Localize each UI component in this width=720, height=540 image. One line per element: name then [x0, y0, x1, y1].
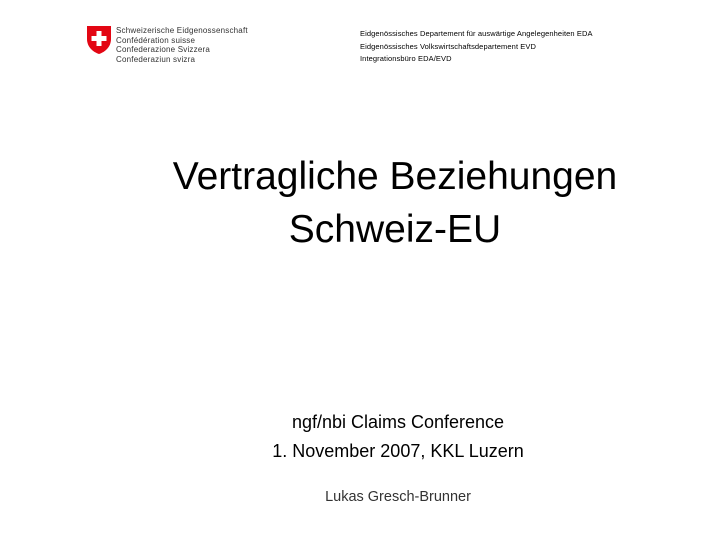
- slide-title: [0, 150, 720, 256]
- department-evd: Eidgenössisches Volkswirtschaftsdepartement EVD: [360, 41, 537, 51]
- federal-name-rm: Confederaziun svizra: [116, 54, 196, 64]
- slide-title-line-1: Vertragliche Beziehungen: [172, 155, 618, 198]
- slide-title-line-2: Schweiz-EU: [288, 208, 502, 251]
- federal-name-it: Confederazione Svizzera: [116, 45, 210, 54]
- department-eda: Eidgenössisches Departement für auswärtige Angelegenheiten EDA: [360, 29, 593, 38]
- swiss-cross-icon: [84, 25, 114, 55]
- presenter-name: Lukas Gresch-Brunner: [325, 489, 471, 505]
- department-integration-office: Integrationsbüro EDA/EVD: [360, 54, 452, 63]
- federal-name-de: Schweizerische Eidgenossenschaft: [116, 26, 248, 35]
- event-date-location: 1. November 2007, KKL Luzern: [272, 441, 524, 461]
- federal-administration-names: [116, 26, 248, 64]
- federal-name-fr: Confédération suisse: [116, 35, 196, 45]
- event-name: ngf/nbi Claims Conference: [291, 412, 505, 432]
- event-info: [0, 408, 720, 466]
- department-list: [360, 28, 593, 66]
